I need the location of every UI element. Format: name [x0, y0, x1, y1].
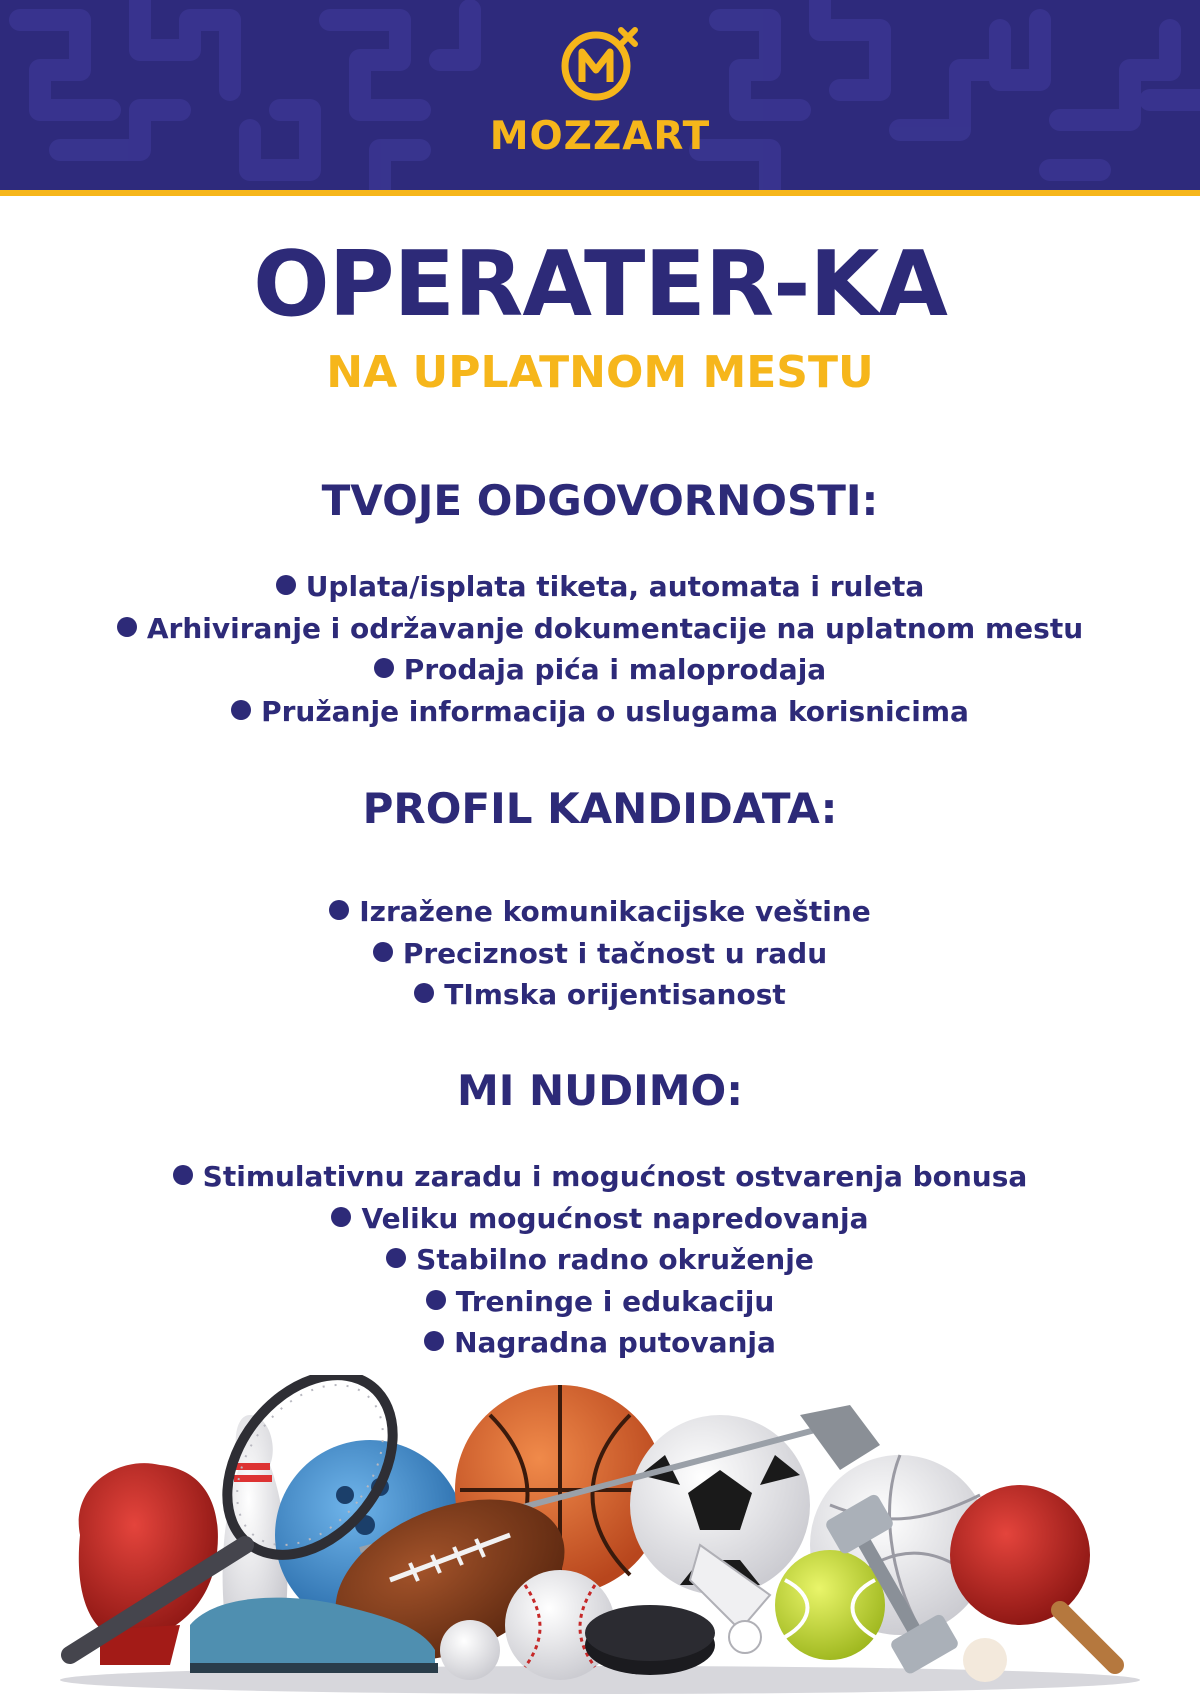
- mozzart-logo-icon: [558, 24, 644, 104]
- bullet-icon: [424, 1331, 444, 1351]
- bullet-icon: [231, 700, 251, 720]
- list-item: Izražene komunikacijske veštine: [0, 891, 1200, 933]
- candidate-profile-list: [0, 891, 1200, 1016]
- list-item: Arhiviranje i održavanje dokumentacije na uplatnom mestu: [0, 608, 1200, 650]
- bullet-icon: [386, 1248, 406, 1268]
- section-heading-candidate-profile: PROFIL KANDIDATA:: [362, 784, 838, 833]
- list-item: Nagradna putovanja: [0, 1322, 1200, 1364]
- list-item: Pružanje informacija o uslugama korisnicima: [0, 691, 1200, 733]
- job-title: OPERATER-KA: [253, 232, 947, 337]
- header-accent-stripe: [0, 190, 1200, 196]
- bullet-icon: [374, 658, 394, 678]
- bullet-icon: [426, 1290, 446, 1310]
- bullet-icon: [329, 900, 349, 920]
- list-item: Uplata/isplata tiketa, automata i ruleta: [0, 566, 1200, 608]
- we-offer-list: [0, 1156, 1200, 1364]
- bullet-icon: [173, 1165, 193, 1185]
- list-item: Treninge i edukaciju: [0, 1281, 1200, 1323]
- section-heading-responsibilities: TVOJE ODGOVORNOSTI:: [321, 476, 879, 525]
- bullet-icon: [117, 617, 137, 637]
- golf-ball-icon: [440, 1620, 500, 1680]
- sports-equipment-illustration: [40, 1375, 1180, 1695]
- list-item: Veliku mogućnost napredovanja: [0, 1198, 1200, 1240]
- bullet-icon: [373, 942, 393, 962]
- responsibilities-list: [0, 566, 1200, 732]
- list-item: TImska orijentisanost: [0, 974, 1200, 1016]
- bullet-icon: [414, 983, 434, 1003]
- list-item: Stimulativnu zaradu i mogućnost ostvarenja bonusa: [0, 1156, 1200, 1198]
- list-item: Preciznost i tačnost u radu: [0, 933, 1200, 975]
- bullet-icon: [276, 575, 296, 595]
- list-item: Stabilno radno okruženje: [0, 1239, 1200, 1281]
- hockey-puck-icon: [585, 1605, 715, 1675]
- table-tennis-paddle-icon: [950, 1485, 1115, 1682]
- bullet-icon: [331, 1207, 351, 1227]
- list-item: Prodaja pića i maloprodaja: [0, 649, 1200, 691]
- job-subtitle: NA UPLATNOM MESTU: [326, 347, 874, 398]
- brand-wordmark: MOZZART: [489, 114, 711, 159]
- header-banner: [0, 0, 1200, 190]
- tennis-ball-icon: [775, 1550, 885, 1660]
- section-heading-we-offer: MI NUDIMO:: [456, 1066, 744, 1115]
